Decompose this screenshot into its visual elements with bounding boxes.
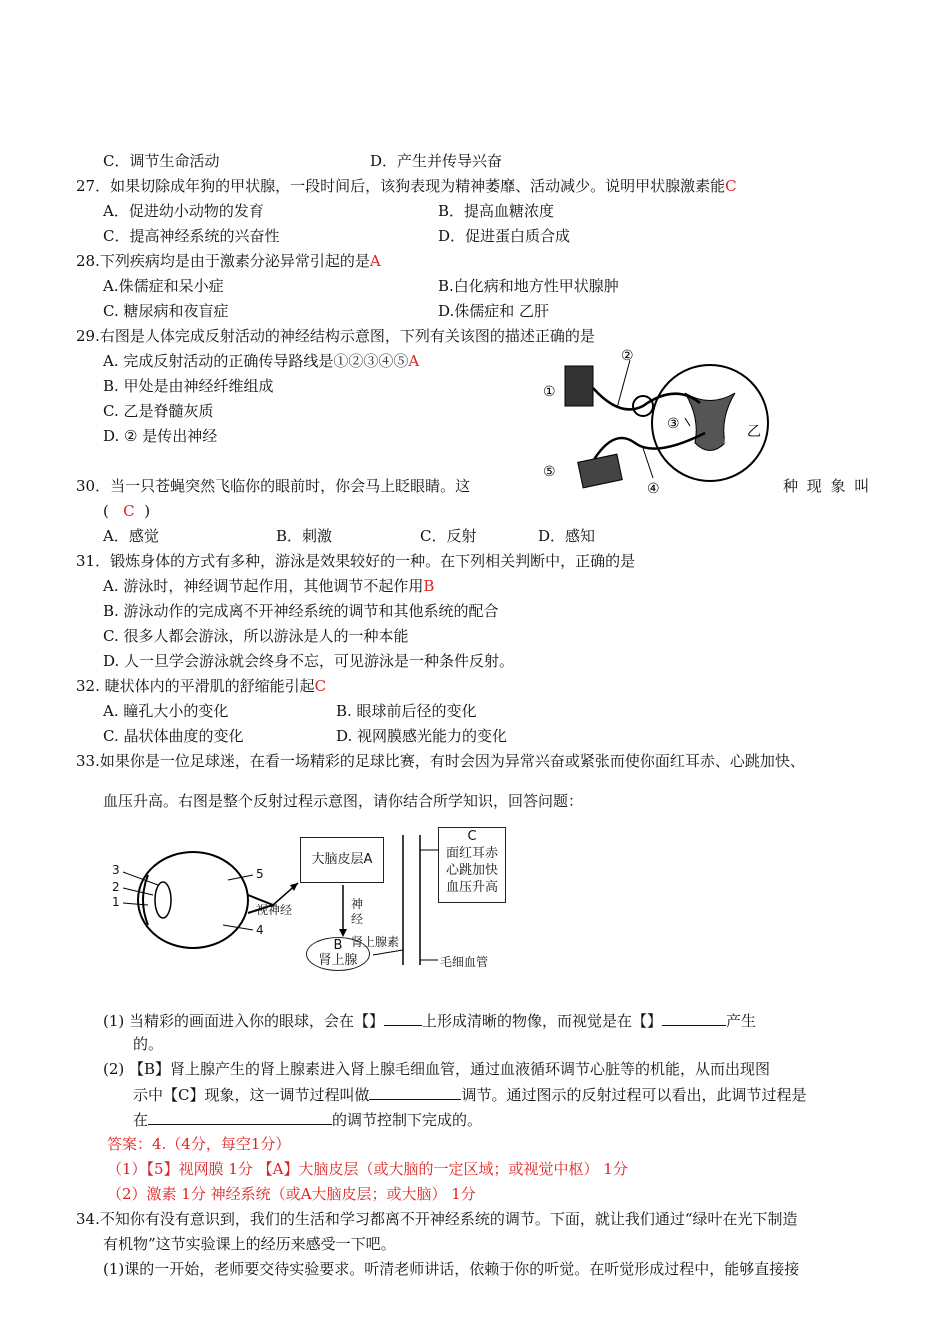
q33-part2-line2: 示中【C】现象，这一调节过程叫做 调节。通过图示的反射过程可以看出，此调节过程是 bbox=[133, 1086, 807, 1104]
q33-answer-header: 答案：4.（4分，每空1分） bbox=[107, 1135, 291, 1153]
q28-option-a: A.侏儒症和呆小症 bbox=[103, 277, 224, 295]
leader-line-4 bbox=[643, 448, 653, 478]
q27-option-c: C．提高神经系统的兴奋性 bbox=[103, 227, 280, 245]
q30-paren: ( C ) bbox=[103, 502, 151, 520]
eye-label-3: 3 bbox=[112, 863, 120, 877]
q28-option-c: C. 糖尿病和夜盲症 bbox=[103, 302, 229, 320]
q31-option-a: A. 游泳时，神经调节起作用，其他调节不起作用B bbox=[103, 577, 435, 595]
q33-answer-1: （1）【5】视网膜 1分 【A】大脑皮层（或大脑的一定区域；或视觉中枢） 1分 bbox=[107, 1160, 628, 1178]
q33-part2-line3: 在 的调节控制下完成的。 bbox=[133, 1111, 483, 1129]
optic-nerve-label: 视神经 bbox=[256, 903, 293, 917]
reflex-arc-diagram bbox=[535, 348, 785, 498]
q27-option-d: D．促进蛋白质合成 bbox=[438, 227, 571, 245]
q31-stem: 31．锻炼身体的方式有多种，游泳是效果较好的一种。在下列相关判断中，正确的是 bbox=[76, 552, 636, 570]
q31-option-c: C. 很多人都会游泳，所以游泳是人的一种本能 bbox=[103, 627, 409, 645]
q29-option-c: C. 乙是脊髓灰质 bbox=[103, 402, 214, 420]
q31-option-b: B. 游泳动作的完成离不开神经系统的调节和其他系统的配合 bbox=[103, 602, 499, 620]
q30-answer: C bbox=[123, 502, 135, 520]
q34-part1: (1)课的一开始，老师要交待实验要求。听清老师讲话，依赖于你的听觉。在听觉形成过程中，能够直接接 bbox=[103, 1260, 800, 1278]
effect-1: 面红耳赤 bbox=[445, 846, 498, 861]
q29-answer: A bbox=[408, 352, 420, 370]
label-3: ③ bbox=[667, 416, 680, 432]
eye-label-2: 2 bbox=[112, 880, 120, 894]
q34-stem-line1: 34.不知你有没有意识到，我们的生活和学习都离不开神经系统的调节。下面，就让我们通过“绿叶在光下制造 bbox=[76, 1210, 798, 1228]
q30-option-b: B．刺激 bbox=[276, 527, 333, 545]
reflex-process-diagram bbox=[108, 825, 528, 975]
capillary-label: 毛细血管 bbox=[440, 955, 489, 969]
hormone-label: 肾上腺素 bbox=[351, 935, 400, 949]
q32-option-b: B. 眼球前后径的变化 bbox=[336, 702, 477, 720]
receptor-shape bbox=[565, 366, 593, 406]
q30-option-a: A．感觉 bbox=[103, 527, 159, 545]
effect-2: 心跳加快 bbox=[445, 863, 498, 878]
q31-option-d: D. 人一旦学会游泳就会终身不忘，可见游泳是一种条件反射。 bbox=[103, 652, 515, 670]
q26-option-d: D．产生并传导兴奋 bbox=[370, 152, 503, 170]
eye-label-5: 5 bbox=[256, 867, 264, 881]
q27-answer: C bbox=[725, 177, 737, 195]
lens-shape bbox=[155, 882, 171, 918]
q33-part2-line1: (2) 【B】肾上腺产生的肾上腺素进入肾上腺毛细血管，通过血液循环调节心脏等的机能，从而出现图 bbox=[103, 1060, 771, 1078]
blank-2b bbox=[148, 1109, 332, 1125]
eye-label-1: 1 bbox=[112, 895, 120, 909]
q34-stem-line2: 有机物”这节实验课上的经历来感受一下吧。 bbox=[103, 1235, 396, 1253]
blank-1b bbox=[662, 1010, 726, 1026]
leader-line-2 bbox=[617, 360, 630, 408]
q33-part1-line1: (1) 当精彩的画面进入你的眼球，会在【】 上形成清晰的物像，而视觉是在【】 产生 bbox=[103, 1012, 757, 1030]
q33-stem-line1: 33.如果你是一位足球迷，在看一场精彩的足球比赛，有时会因为异常兴奋或紧张而使你面红耳赤、心跳加快、 bbox=[76, 752, 805, 770]
q29-option-d: D. ② 是传出神经 bbox=[103, 427, 218, 445]
eye-label-4: 4 bbox=[256, 923, 264, 937]
blank-1a bbox=[384, 1010, 422, 1026]
effect-letter: C bbox=[467, 829, 477, 844]
blank-2a bbox=[369, 1084, 461, 1100]
q32-option-c: C. 晶状体曲度的变化 bbox=[103, 727, 244, 745]
q28-option-d: D.侏儒症和 乙肝 bbox=[438, 302, 550, 320]
q30-stem-right: 种 现 象 叫 bbox=[783, 477, 870, 495]
q28-answer: A bbox=[369, 252, 381, 270]
q29-option-b: B. 甲处是由神经纤维组成 bbox=[103, 377, 274, 395]
adrenal-letter: B bbox=[333, 938, 343, 953]
label-yi: 乙 bbox=[747, 424, 761, 440]
q27-option-a: A．促进幼小动物的发育 bbox=[103, 202, 264, 220]
label-4: ④ bbox=[647, 481, 660, 497]
nerve-label-2: 经 bbox=[351, 912, 364, 926]
q32-answer: C bbox=[314, 677, 327, 695]
q33-part1-line2: 的。 bbox=[133, 1035, 164, 1053]
hormone-arrow bbox=[373, 950, 403, 955]
label-jia: 甲 bbox=[723, 437, 736, 451]
label-2: ② bbox=[621, 348, 634, 364]
effector-shape bbox=[578, 454, 623, 488]
effect-box bbox=[438, 827, 506, 903]
q28-option-b: B.白化病和地方性甲状腺肿 bbox=[438, 277, 619, 295]
label-1: ① bbox=[543, 384, 556, 400]
q28-stem: 28.下列疾病均是由于激素分泌异常引起的是A bbox=[76, 252, 381, 270]
q32-stem: 32. 睫状体内的平滑肌的舒缩能引起C bbox=[76, 677, 327, 695]
adrenal-label: 肾上腺 bbox=[318, 953, 358, 968]
q33-answer-2: （2）激素 1分 神经系统（或A大脑皮层；或大脑） 1分 bbox=[107, 1185, 476, 1203]
q29-option-a: A. 完成反射活动的正确传导路线是①②③④⑤A bbox=[103, 352, 420, 370]
q30-option-d: D．感知 bbox=[538, 527, 596, 545]
q32-option-d: D. 视网膜感光能力的变化 bbox=[336, 727, 508, 745]
q30-stem: 30．当一只苍蝇突然飞临你的眼前时，你会马上眨眼睛。这 bbox=[76, 477, 471, 495]
q33-stem-line2: 血压升高。右图是整个反射过程示意图，请你结合所学知识，回答问题： bbox=[103, 792, 584, 810]
effect-3: 血压升高 bbox=[445, 880, 498, 895]
q26-option-c: C．调节生命活动 bbox=[103, 152, 220, 170]
q30-option-c: C．反射 bbox=[420, 527, 477, 545]
q29-stem: 29.右图是人体完成反射活动的神经结构示意图，下列有关该图的描述正确的是 bbox=[76, 327, 595, 345]
q27-option-b: B．提高血糖浓度 bbox=[438, 202, 555, 220]
q31-answer: B bbox=[423, 577, 435, 595]
cortex-box: 大脑皮层A bbox=[300, 837, 384, 883]
nerve-label-1: 神 bbox=[351, 897, 364, 911]
label-5: ⑤ bbox=[543, 464, 556, 480]
q27-stem: 27．如果切除成年狗的甲状腺，一段时间后，该狗表现为精神萎靡、活动减少。说明甲状腺激素能C bbox=[76, 177, 737, 195]
q32-option-a: A. 瞳孔大小的变化 bbox=[103, 702, 229, 720]
